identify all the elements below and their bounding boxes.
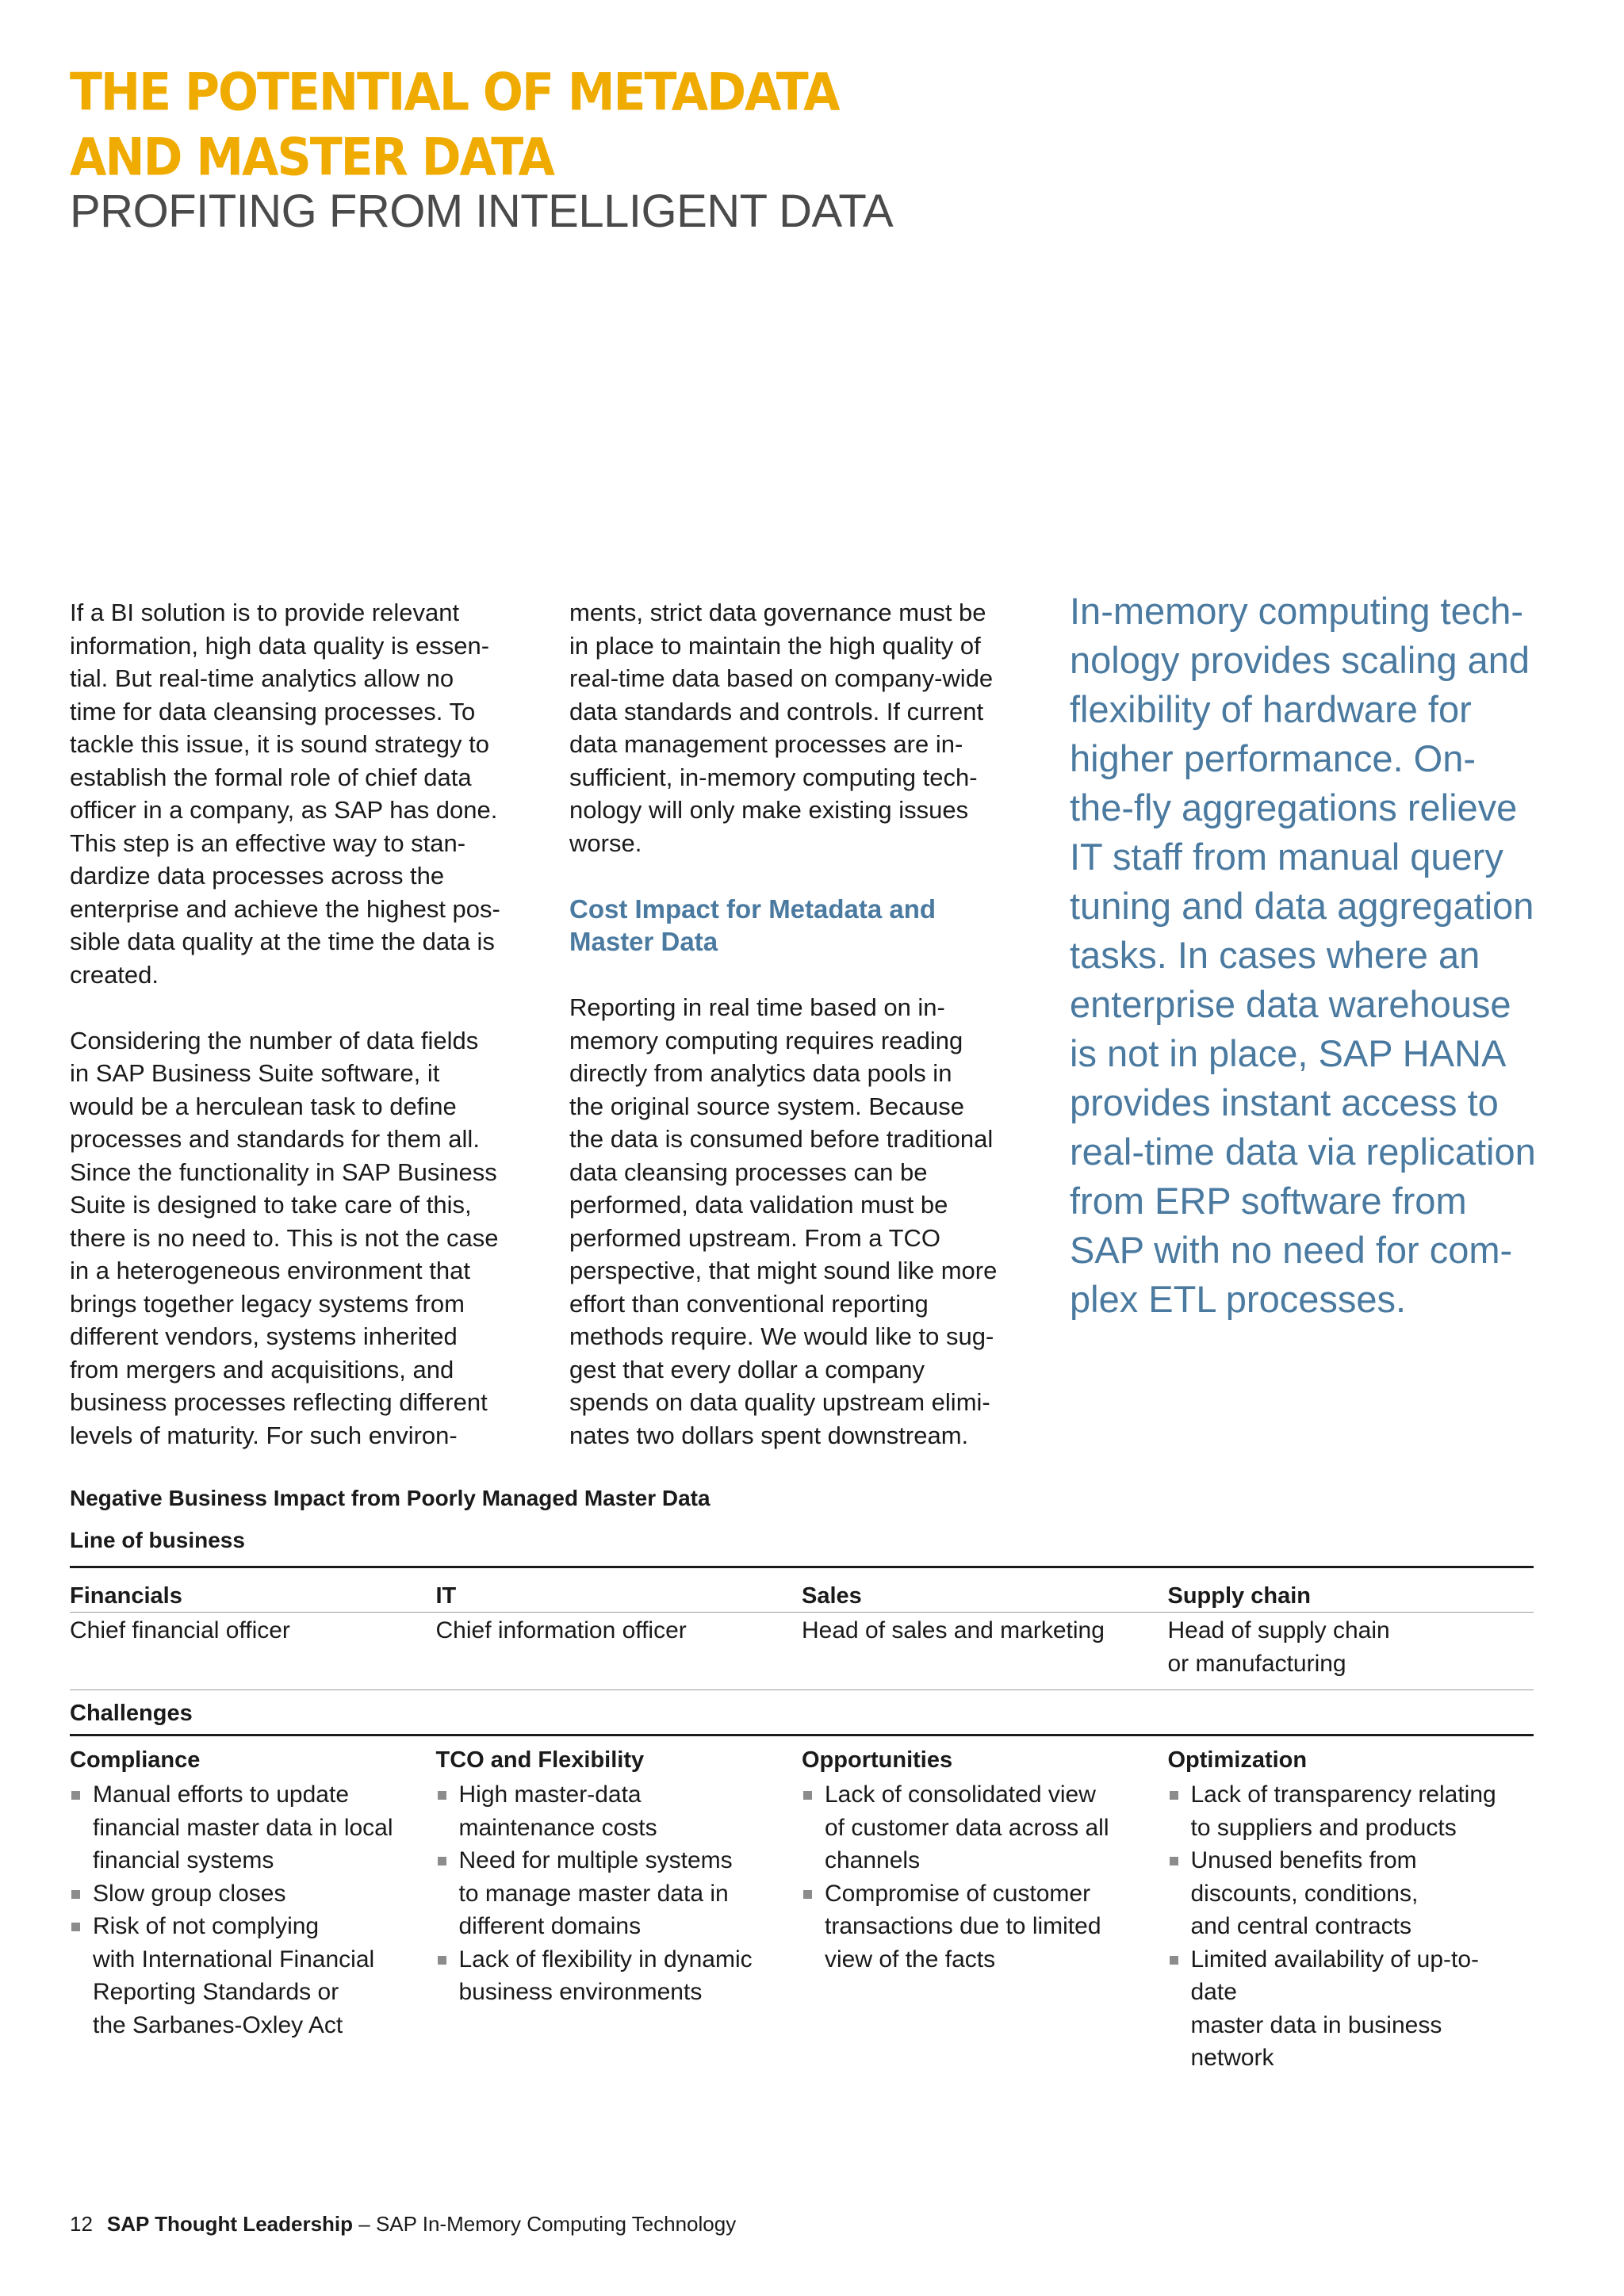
cell-text: Chief information officer: [435, 1617, 687, 1644]
list-item-text: Risk of not complying with International Financial Reporting Standards or the Sarbanes-Oxley Act: [93, 1913, 375, 2038]
list-item: [70, 1877, 417, 1911]
paragraph: If a BI solution is to provide relevant information, high data quality is essen- tial. But real-time analytics allow no time for data cleansing processes. To tackle this issue, it is sound strategy to establish the formal role of chief data officer in a company, as SAP has done. This step is an effective way to stan- dardize data processes across the enterprise and achieve the highest pos- sible data quality at the time the data is created.: [70, 599, 500, 989]
column-header: Compliance: [70, 1747, 201, 1773]
list-item-text: Manual efforts to update financial master data in local financial systems: [93, 1781, 393, 1873]
title-line-1: THE POTENTIAL OF METADATA: [70, 63, 839, 123]
page-subtitle: PROFITING FROM INTELLIGENT DATA: [70, 186, 894, 237]
cell-text: Head of sales and marketing: [802, 1617, 1105, 1644]
column-header: Supply chain: [1167, 1583, 1311, 1609]
square-bullet-icon: [1170, 1956, 1178, 1965]
page-title: [70, 60, 839, 190]
list-item: [436, 1844, 783, 1943]
table-cell: [436, 1778, 802, 2075]
column-header: TCO and Flexibility: [435, 1747, 645, 1773]
cell-text: Chief financial officer: [70, 1617, 290, 1644]
lob-value-row: [70, 1614, 1534, 1680]
challenge-list: [436, 1778, 783, 2009]
table-cell: [1168, 1614, 1534, 1680]
square-bullet-icon: [438, 1956, 446, 1965]
list-item: [70, 1910, 417, 2042]
column-header: IT: [435, 1583, 457, 1609]
publication-topic: SAP In-Memory Computing Technology: [375, 2212, 737, 2236]
table-rule: [70, 1689, 1534, 1690]
table-rule: [70, 1612, 1534, 1613]
column-header: Financials: [70, 1583, 182, 1609]
list-item-text: Compromise of customer transactions due to limited view of the facts: [825, 1880, 1101, 1973]
square-bullet-icon: [71, 1890, 80, 1899]
square-bullet-icon: [803, 1791, 812, 1800]
table-section-label-lob: Line of business: [70, 1528, 245, 1552]
column-header: Opportunities: [802, 1747, 953, 1773]
list-item-text: Need for multiple systems to manage master data in different domains: [458, 1847, 733, 1939]
paragraph: Considering the number of data fields in SAP Business Suite software, it would be a herculean task to define processes and standards for them all. Since the functionality in SAP Business Suite is designed to take care of this, there is no need to. This is not the case in a heterogeneous environment that brings together legacy systems from different vendors, systems inherited from mergers and acquisitions, and business processes reflecting different levels of maturity. For such environ-: [70, 1026, 499, 1449]
page-number: 12: [70, 2212, 93, 2236]
table-rule: [70, 1566, 1534, 1568]
table-title: Negative Business Impact from Poorly Managed Master Data: [70, 1486, 710, 1510]
square-bullet-icon: [71, 1923, 80, 1931]
list-item-text: Lack of consolidated view of customer data across all channels: [825, 1781, 1109, 1873]
list-item: [802, 1778, 1149, 1877]
square-bullet-icon: [1170, 1791, 1178, 1800]
list-item: [1168, 1943, 1515, 2075]
challenge-list: [1168, 1778, 1515, 2075]
publication-name: SAP Thought Leadership: [106, 2212, 354, 2236]
page-footer: [70, 2210, 736, 2237]
title-line-2: AND MASTER DATA: [70, 128, 553, 188]
list-item-text: High master-data maintenance costs: [458, 1781, 657, 1841]
table-cell: [802, 1778, 1168, 2075]
list-item: [436, 1943, 783, 2009]
square-bullet-icon: [438, 1857, 446, 1866]
table-cell: [436, 1614, 802, 1680]
challenge-list: [802, 1778, 1149, 1976]
list-item-text: Slow group closes: [93, 1880, 286, 1907]
list-item-text: Lack of transparency relating to suppliers and products: [1190, 1781, 1496, 1841]
list-item-text: Lack of flexibility in dynamic business environments: [458, 1946, 753, 2005]
body-column-2: [569, 596, 1053, 1452]
square-bullet-icon: [1170, 1857, 1178, 1866]
column-header: Optimization: [1167, 1747, 1308, 1773]
list-item-text: Limited availability of up-to-date master data in business network: [1190, 1946, 1480, 2071]
challenge-list: [70, 1778, 417, 2042]
table-section-label-challenges: Challenges: [70, 1701, 193, 1726]
list-item: [802, 1877, 1149, 1976]
challenge-list-row: [70, 1778, 1534, 2075]
paragraph: Reporting in real time based on in- memory computing requires reading directly from analytics data pools in the original source system. Because the data is consumed before traditional data cleansing processes can be performed, data validation must be performed upstream. From a TCO perspective, that might sound like more effort than conventional reporting methods require. We would like to sug- gest that every dollar a company spends on data quality upstream elimi- nates two dollars spent downstream.: [569, 993, 998, 1449]
list-item: [70, 1778, 417, 1877]
body-column-1: [70, 596, 553, 1452]
table-cell: [70, 1614, 436, 1680]
lob-header-row: [70, 1580, 1534, 1613]
table-rule: [70, 1734, 1534, 1736]
pull-quote: In-memory computing tech- nology provides scaling and flexibility of hardware for higher performance. On- the-fly aggregations relieve IT staff from manual query tuning and data aggregation tasks. In cases where an enterprise data warehouse is not in place, SAP HANA provides instant access to real-time data via replication from ERP software from SAP with no need for com- plex ETL processes.: [1070, 590, 1536, 1320]
list-item-text: Unused benefits from discounts, conditions, and central contracts: [1190, 1847, 1419, 1939]
list-item: [1168, 1844, 1515, 1943]
table-cell: [802, 1614, 1168, 1680]
column-header: Sales: [802, 1583, 862, 1609]
list-item: [1168, 1778, 1515, 1844]
square-bullet-icon: [438, 1791, 446, 1800]
list-item: [436, 1778, 783, 1844]
square-bullet-icon: [803, 1890, 812, 1899]
table-cell: [1168, 1778, 1534, 2075]
square-bullet-icon: [71, 1791, 80, 1800]
table-cell: [70, 1778, 436, 2075]
cell-text: Head of supply chain or manufacturing: [1167, 1617, 1390, 1677]
section-heading: Cost Impact for Metadata and Master Data: [569, 894, 936, 956]
footer-separator: –: [353, 2212, 376, 2236]
challenge-header-row: [70, 1744, 1534, 1777]
paragraph: ments, strict data governance must be in place to maintain the high quality of real-time data based on company-wide data standards and controls. If current data management processes are in- sufficient, in-memory computing tech- nology will only make existing issues worse.: [569, 599, 994, 857]
